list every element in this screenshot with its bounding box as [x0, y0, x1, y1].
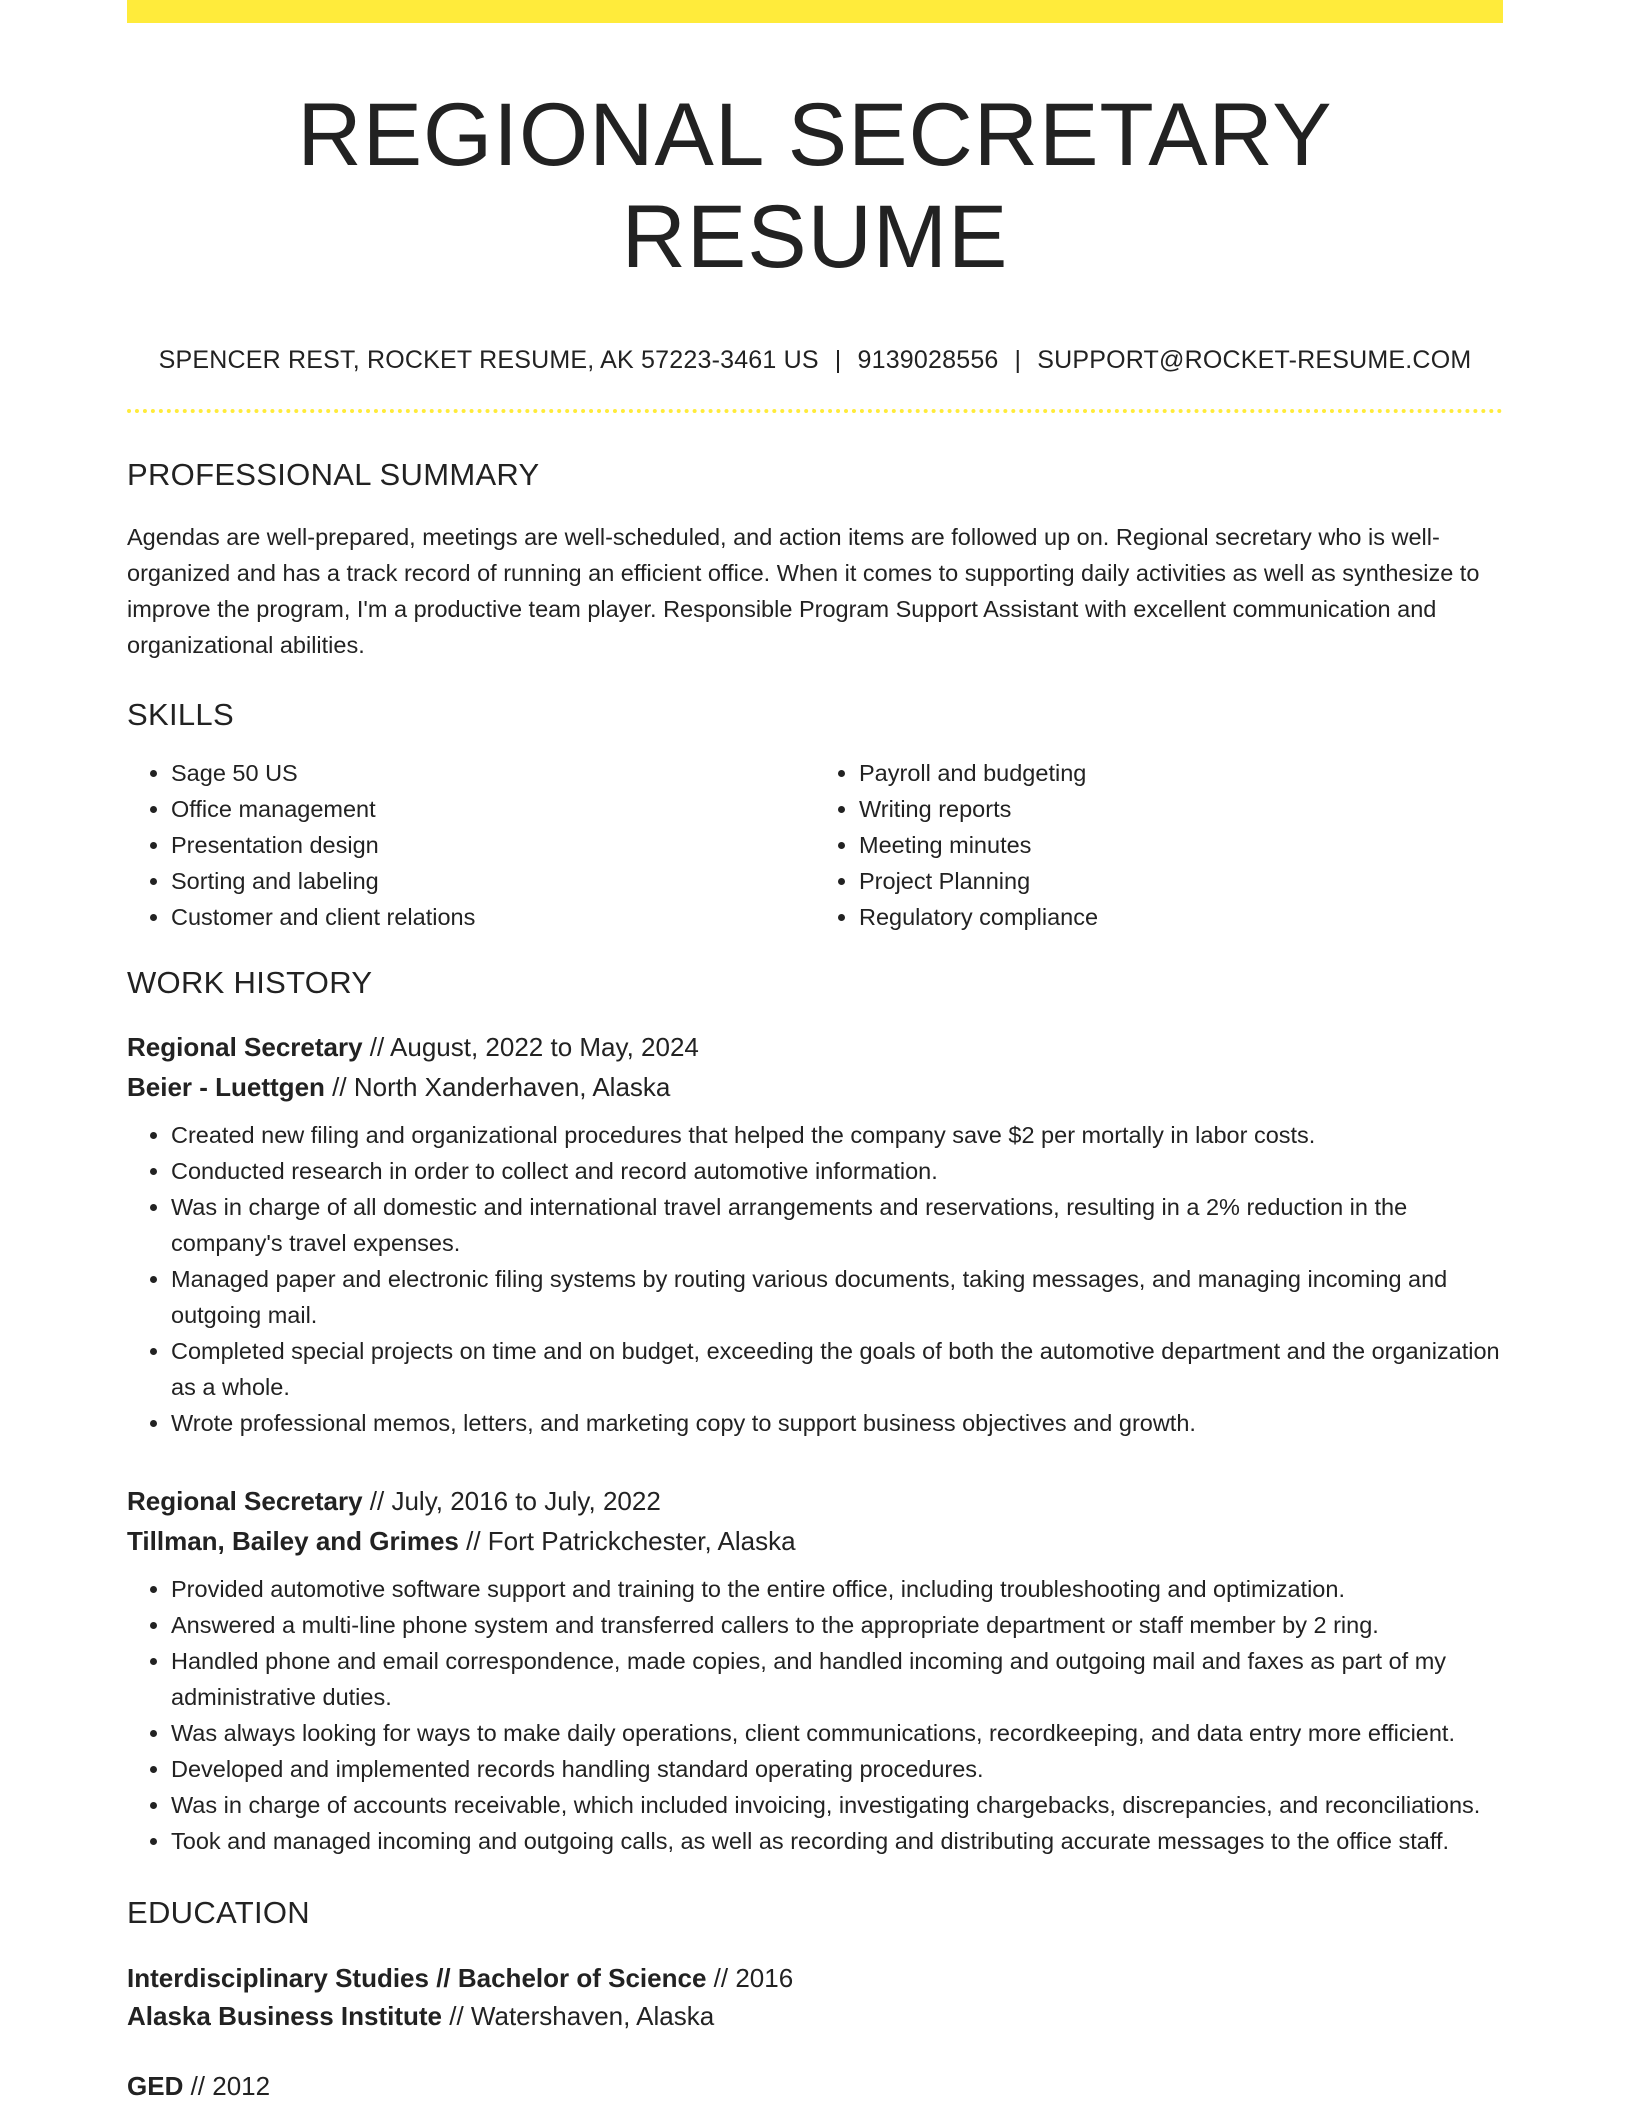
job-company: Tillman, Bailey and Grimes	[127, 1525, 459, 1556]
field-separator: //	[362, 1031, 391, 1062]
resume-page	[127, 0, 1503, 2105]
education-degree-line	[127, 2067, 1503, 2105]
education-location: Watershaven, Alaska	[470, 2000, 715, 2031]
contact-separator: |	[1014, 345, 1022, 374]
education-degree-line	[127, 1959, 1503, 1997]
skills-column-right	[815, 755, 1503, 935]
skill-item: • Customer and client relations	[171, 899, 815, 935]
job-bullet: • Conducted research in order to collect and record automotive information.	[171, 1153, 1503, 1189]
job-role: Regional Secretary	[127, 1031, 363, 1062]
field-separator: //	[324, 1071, 354, 1102]
job-bullet: • Managed paper and electronic filing systems by routing various documents, taking messages, and managing incoming and outgoing mail.	[171, 1261, 1503, 1333]
skills-column-left	[127, 755, 815, 935]
job-bullet: • Answered a multi-line phone system and transferred callers to the appropriate department or staff member by 2 ring.	[171, 1607, 1503, 1643]
skills-grid	[127, 755, 1503, 935]
field-separator: //	[442, 2000, 471, 2031]
job-company-line	[127, 1067, 1503, 1107]
skill-item: • Sage 50 US	[171, 755, 815, 791]
contact-email[interactable]: SUPPORT@ROCKET-RESUME.COM	[1037, 345, 1472, 374]
job-role-line	[127, 1027, 1503, 1067]
skill-item: • Regulatory compliance	[859, 899, 1503, 935]
education-year: 2012	[212, 2070, 271, 2101]
job-dates: August, 2022 to May, 2024	[390, 1031, 699, 1062]
field-separator: //	[183, 2070, 213, 2101]
job-bullet: • Developed and implemented records handling standard operating procedures.	[171, 1751, 1503, 1787]
job-bullets	[127, 1117, 1503, 1441]
resume-title: REGIONAL SECRETARY RESUME	[297, 84, 1333, 287]
header-divider	[127, 409, 1503, 413]
education-degree: GED	[127, 2070, 184, 2101]
job-bullet: • Provided automotive software support and training to the entire office, including troubleshooting and optimization.	[171, 1571, 1503, 1607]
contact-phone[interactable]: 9139028556	[857, 345, 999, 374]
field-separator: //	[362, 1485, 392, 1516]
job-bullet: • Took and managed incoming and outgoing calls, as well as recording and distributing accurate messages to the office staff.	[171, 1823, 1503, 1859]
job-dates: July, 2016 to July, 2022	[391, 1485, 661, 1516]
section-title-work-history: WORK HISTORY	[127, 964, 373, 1000]
skill-item: • Meeting minutes	[859, 827, 1503, 863]
job-bullet: • Completed special projects on time and on budget, exceeding the goals of both the automotive department and the organization as a whole.	[171, 1333, 1503, 1405]
job-company: Beier - Luettgen	[127, 1071, 325, 1102]
skill-item: • Writing reports	[859, 791, 1503, 827]
job-entry	[127, 1481, 1503, 1859]
section-title-summary: PROFESSIONAL SUMMARY	[127, 456, 540, 492]
contact-address: SPENCER REST, ROCKET RESUME, AK 57223-3461 US	[158, 345, 819, 374]
contact-line	[127, 346, 1503, 375]
section-title-education: EDUCATION	[127, 1894, 310, 1930]
summary-text: Agendas are well-prepared, meetings are well-scheduled, and action items are followed up on. Regional secretary who is well-organized and has a track record of running an efficient office. When it comes to supporting daily activities as well as synthesize to improve the program, I'm a productive team player. Responsible Program Support Assistant with excellent communication and organizational abilities.	[127, 523, 1480, 658]
job-entry	[127, 1027, 1503, 1441]
job-location: Fort Patrickchester, Alaska	[487, 1525, 796, 1556]
education-entry	[127, 2067, 1503, 2105]
education-year: 2016	[735, 1962, 794, 1993]
job-company-line	[127, 1521, 1503, 1561]
education-degree: Interdisciplinary Studies // Bachelor of Science	[127, 1962, 707, 1993]
field-separator: //	[706, 1962, 736, 1993]
job-role: Regional Secretary	[127, 1485, 363, 1516]
job-bullet: • Was in charge of accounts receivable, which included invoicing, investigating chargebacks, discrepancies, and reconciliations.	[171, 1787, 1503, 1823]
education-entry	[127, 1959, 1503, 2035]
job-bullet: • Handled phone and email correspondence, made copies, and handled incoming and outgoing mail and faxes as part of my administrative duties.	[171, 1643, 1503, 1715]
job-bullets	[127, 1571, 1503, 1859]
job-bullet: • Was in charge of all domestic and international travel arrangements and reservations, resulting in a 2% reduction in the company's travel expenses.	[171, 1189, 1503, 1261]
skill-item: • Project Planning	[859, 863, 1503, 899]
field-separator: //	[458, 1525, 488, 1556]
job-bullet: • Was always looking for ways to make daily operations, client communications, recordkeeping, and data entry more efficient.	[171, 1715, 1503, 1751]
skill-item: • Office management	[171, 791, 815, 827]
education-school: Alaska Business Institute	[127, 2000, 442, 2031]
job-bullet: • Created new filing and organizational procedures that helped the company save $2 per mortally in labor costs.	[171, 1117, 1503, 1153]
skill-item: • Payroll and budgeting	[859, 755, 1503, 791]
education-school-line	[127, 1997, 1503, 2035]
skill-item: • Sorting and labeling	[171, 863, 815, 899]
job-role-line	[127, 1481, 1503, 1521]
skill-item: • Presentation design	[171, 827, 815, 863]
job-location: North Xanderhaven, Alaska	[353, 1071, 671, 1102]
job-bullet: • Wrote professional memos, letters, and marketing copy to support business objectives and growth.	[171, 1405, 1503, 1441]
contact-separator: |	[834, 345, 842, 374]
section-title-skills: SKILLS	[127, 696, 234, 732]
